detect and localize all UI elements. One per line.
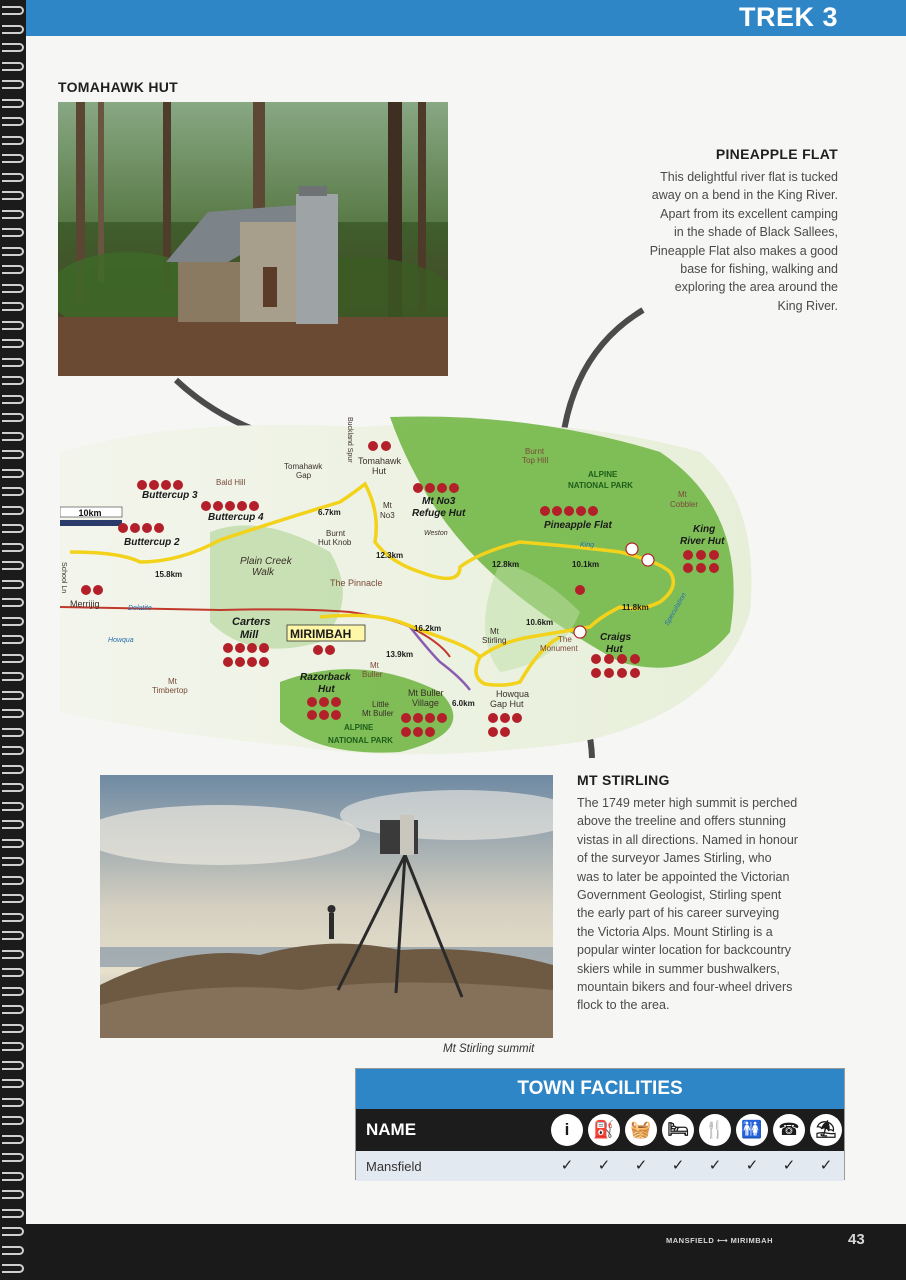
label-tomahawk-gap-1: Tomahawk — [284, 462, 323, 471]
mt-stirling-text — [577, 794, 842, 1015]
table-row — [356, 1151, 844, 1181]
check-icon: ✓ — [782, 1157, 796, 1174]
label-the-pinnacle: The Pinnacle — [330, 578, 383, 588]
label-alpine-np-top-1: ALPINE — [588, 470, 618, 479]
section-label: TREK 3 — [738, 2, 838, 32]
pineapple-flat-text-line: Pineapple Flat also makes a good — [649, 243, 838, 258]
pineapple-flat-text-line: exploring the area around the — [674, 280, 838, 295]
distance-label-7: 16.2km — [414, 624, 442, 633]
label-mt-cobbler-2: Cobbler — [670, 500, 699, 509]
label-buttercup-3: Buttercup 3 — [142, 490, 198, 501]
mt-stirling-text-line: above the treeline and offers stunning — [577, 814, 786, 829]
label-howqua-gap-2: Gap Hut — [490, 699, 524, 709]
label-alpine-np-bottom-2: NATIONAL PARK — [328, 736, 393, 745]
label-the-monument-2: Monument — [540, 644, 578, 653]
label-buller-village-2: Village — [412, 698, 439, 708]
food-icon: 🍴 — [699, 1114, 731, 1146]
label-king-river-hut-2: River Hut — [680, 536, 725, 547]
mt-stirling-text-line: was to later be appointed the Victorian — [577, 869, 790, 884]
label-mt-no3-1: Mt — [383, 501, 392, 510]
name-column-header: NAME — [366, 1120, 417, 1139]
pineapple-flat-text-line: King River. — [777, 298, 838, 313]
pineapple-flat-text-line: This delightful river flat is tucked — [660, 170, 838, 184]
label-craigs-hut-1: Craigs — [600, 632, 632, 643]
label-little-buller-1: Little — [372, 700, 389, 709]
label-carters-mill-2: Mill — [240, 629, 259, 641]
trek-map — [60, 412, 760, 762]
label-mt-no3-refuge-1: Mt No3 — [422, 496, 456, 507]
distance-label-2: 12.3km — [376, 551, 404, 560]
distance-label-4: 10.1km — [572, 560, 600, 569]
label-the-monument-1: The — [558, 635, 572, 644]
label-burnt-top-hill-1: Burnt — [525, 447, 545, 456]
toilets-icon: 🚻 — [736, 1114, 768, 1146]
label-little-buller-2: Mt Buller — [362, 709, 394, 718]
mt-stirling-text-line: skiers while in summer bushwalkers, — [577, 961, 780, 976]
check-icon: ✓ — [819, 1157, 833, 1174]
phone-icon: ☎ — [773, 1114, 805, 1146]
mt-stirling-text-line: of the surveyor James Stirling, who — [577, 851, 772, 866]
label-razorback-hut-1: Razorback — [300, 672, 351, 683]
label-pineapple-flat: Pineapple Flat — [544, 520, 612, 531]
facility-icon-row — [551, 1114, 842, 1146]
mt-stirling-text-line: The 1749 meter high summit is perched — [577, 796, 798, 810]
label-mt-timbertop-2: Timbertop — [152, 686, 188, 695]
footer-route: MANSFIELD ⟷ MIRIMBAH — [666, 1236, 773, 1245]
label-tomahawk-hut-2: Hut — [372, 466, 387, 476]
label-mt-stirling-2: Stirling — [482, 636, 507, 645]
label-delatite: Delatite — [128, 605, 152, 612]
facility-rows — [356, 1151, 844, 1181]
label-mt-stirling-1: Mt — [490, 627, 499, 636]
label-mirimbah: MIRIMBAH — [290, 627, 352, 641]
check-icon: ✓ — [560, 1157, 574, 1174]
label-buckland-spur: Buckland Spur — [346, 417, 353, 463]
label-buller-village-1: Mt Buller — [408, 688, 444, 698]
mt-stirling-text-line: Government Geologist, Stirling spent — [577, 888, 782, 903]
label-burnt-hut-knob-2: Hut Knob — [318, 538, 352, 547]
distance-label-10: 6.0km — [452, 699, 475, 708]
label-mt-buller-1: Mt — [370, 661, 379, 670]
fuel-icon: ⛽ — [588, 1114, 620, 1146]
mt-stirling-text-line: popular winter location for backcountry — [577, 943, 792, 958]
check-icon: ✓ — [745, 1157, 759, 1174]
label-mt-timbertop-1: Mt — [168, 677, 177, 686]
pineapple-flat-heading: PINEAPPLE FLAT — [715, 146, 838, 162]
label-buttercup-2: Buttercup 2 — [124, 537, 180, 548]
shopping-basket-icon: 🧺 — [625, 1114, 657, 1146]
label-mt-no3-refuge-2: Refuge Hut — [412, 508, 466, 519]
label-burnt-top-hill-2: Top Hill — [522, 456, 549, 465]
distance-label-5: 11.8km — [622, 603, 649, 612]
distance-label-9: 10.6km — [526, 618, 554, 627]
label-alpine-np-top-2: NATIONAL PARK — [568, 481, 633, 490]
bed-icon: 🛏 — [662, 1114, 694, 1146]
label-king: King — [580, 542, 595, 549]
label-burnt-hut-knob-1: Burnt — [326, 529, 346, 538]
mt-stirling-text-line: flock to the area. — [577, 998, 670, 1013]
label-mt-no3-2: No3 — [380, 511, 395, 520]
mt-stirling-heading: MT STIRLING — [577, 772, 670, 788]
label-alpine-np-bottom-1: ALPINE — [344, 723, 374, 732]
label-razorback-hut-2: Hut — [318, 684, 335, 695]
label-plain-creek-1: Plain Creek — [240, 556, 292, 567]
label-mt-cobbler-1: Mt — [678, 490, 687, 499]
mt-stirling-photo — [100, 775, 553, 1038]
label-craigs-hut-2: Hut — [606, 644, 623, 655]
check-icon: ✓ — [597, 1157, 611, 1174]
label-plain-creek-2: Walk — [252, 567, 275, 578]
town-name: Mansfield — [366, 1159, 422, 1174]
label-howqua: Howqua — [108, 637, 134, 644]
label-howqua-gap-1: Howqua — [496, 689, 530, 699]
pineapple-flat-text-line: Apart from its excellent camping — [660, 206, 838, 221]
pineapple-flat-text-line: base for fishing, walking and — [680, 262, 838, 277]
label-merrijig: Merrijig — [70, 599, 100, 609]
mt-stirling-photo-caption: Mt Stirling summit — [443, 1043, 535, 1055]
town-facilities-header-row — [356, 1109, 844, 1151]
town-facilities-title: TOWN FACILITIES — [356, 1069, 844, 1109]
page-footer — [26, 1224, 906, 1280]
check-icon: ✓ — [671, 1157, 685, 1174]
distance-label-1: 6.7km — [318, 508, 341, 517]
label-king-river-hut-1: King — [693, 524, 716, 535]
label-school-ln: School Ln — [60, 562, 67, 594]
check-icon: ✓ — [708, 1157, 722, 1174]
label-tomahawk-hut-1: Tomahawk — [358, 456, 402, 466]
pineapple-flat-text-line: in the shade of Black Sallees, — [674, 225, 838, 240]
label-tomahawk-gap-2: Gap — [296, 471, 312, 480]
mt-stirling-text-line: vistas in all directions. Named in honour — [577, 832, 798, 847]
label-buttercup-4: Buttercup 4 — [208, 512, 264, 523]
label-speculation: Speculation — [663, 591, 689, 627]
distance-label-6: 15.8km — [155, 570, 183, 579]
check-icon: ✓ — [634, 1157, 648, 1174]
town-facilities-table — [355, 1068, 845, 1180]
distance-label-8: 13.9km — [386, 650, 414, 659]
mt-stirling-text-line: the early part of his career surveying — [577, 906, 780, 921]
picnic-table-icon: ⛱ — [810, 1114, 842, 1146]
label-carters-mill-1: Carters — [232, 616, 271, 628]
mt-stirling-text-line: the Victoria Alps. Mount Stirling is a — [577, 924, 773, 939]
map-scale-label: 10km — [78, 508, 102, 518]
distance-label-3: 12.8km — [492, 560, 520, 569]
label-weston: Weston — [424, 530, 448, 537]
page-number: 43 — [848, 1231, 865, 1248]
label-bald-hill: Bald Hill — [216, 478, 246, 487]
tomahawk-hut-heading: TOMAHAWK HUT — [58, 79, 178, 95]
label-mt-buller-2: Buller — [362, 670, 383, 679]
pineapple-flat-text-line: away on a bend in the King River. — [651, 188, 838, 203]
mt-stirling-text-line: mountain bikers and four-wheel drivers — [577, 980, 793, 995]
info-icon: i — [551, 1114, 583, 1146]
